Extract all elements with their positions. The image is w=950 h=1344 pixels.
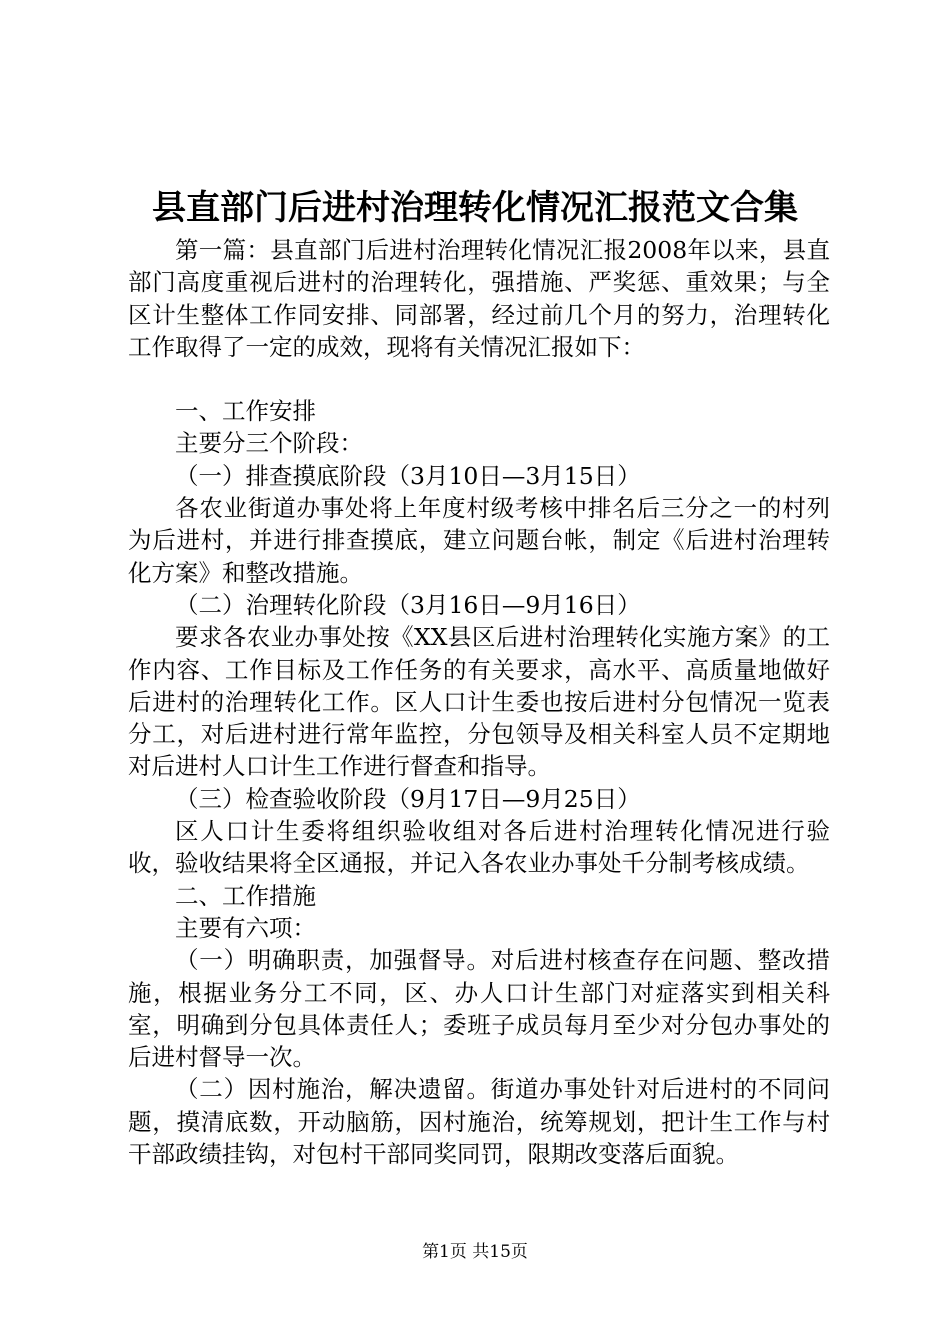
paragraph-intro: 第一篇：县直部门后进村治理转化情况汇报2008年以来，县直部门高度重视后进村的治理转化，强措施、严奖惩、重效果；与全区计生整体工作同安排、同部署，经过前几个月的努力，治理转化工作取得了一定的成效，现将有关情况汇报如下：: [128, 236, 830, 361]
subheading-stage-2: （二）治理转化阶段（3月16日—9月16日）: [175, 590, 641, 619]
document-body: [128, 234, 830, 1170]
paragraph-measures-intro: 主要有六项：: [175, 913, 316, 942]
document-title: 县直部门后进村治理转化情况汇报范文合集: [152, 188, 798, 228]
section-heading-1: 一、工作安排: [175, 397, 316, 426]
paragraph-measure-2: （二）因村施治，解决遗留。街道办事处针对后进村的不同问题，摸清底数，开动脑筋，因村施治，统筹规划，把计生工作与村干部政绩挂钩，对包村干部同奖同罚，限期改变落后面貌。: [128, 1075, 830, 1169]
paragraph-stage-intro: 主要分三个阶段：: [175, 429, 363, 458]
paragraph-stage-1: 各农业街道办事处将上年度村级考核中排名后三分之一的村列为后进村，并进行排查摸底，建立问题台帐，制定《后进村治理转化方案》和整改措施。: [128, 494, 830, 587]
page-number-footer: 第1页 共15页: [422, 1242, 528, 1262]
subheading-stage-3: （三）检查验收阶段（9月17日—9月25日）: [175, 784, 641, 813]
paragraph-stage-3: 区人口计生委将组织验收组对各后进村治理转化情况进行验收，验收结果将全区通报，并记入各农业办事处千分制考核成绩。: [128, 817, 830, 878]
subheading-stage-1: （一）排查摸底阶段（3月10日—3月15日）: [175, 461, 641, 490]
paragraph-measure-1: （一）明确职责，加强督导。对后进村核查存在问题、整改措施，根据业务分工不同，区、办人口计生部门对症落实到相关科室，明确到分包具体责任人；委班子成员每月至少对分包办事处的后进村督导一次。: [128, 946, 830, 1072]
section-heading-2: 二、工作措施: [175, 881, 316, 910]
paragraph-stage-2: 要求各农业办事处按《XX县区后进村治理转化实施方案》的工作内容、工作目标及工作任务的有关要求，高水平、高质量地做好后进村的治理转化工作。区人口计生委也按后进村分包情况一览表分工，对后进村进行常年监控，分包领导及相关科室人员不定期地对后进村人口计生工作进行督查和指导。: [128, 623, 830, 781]
